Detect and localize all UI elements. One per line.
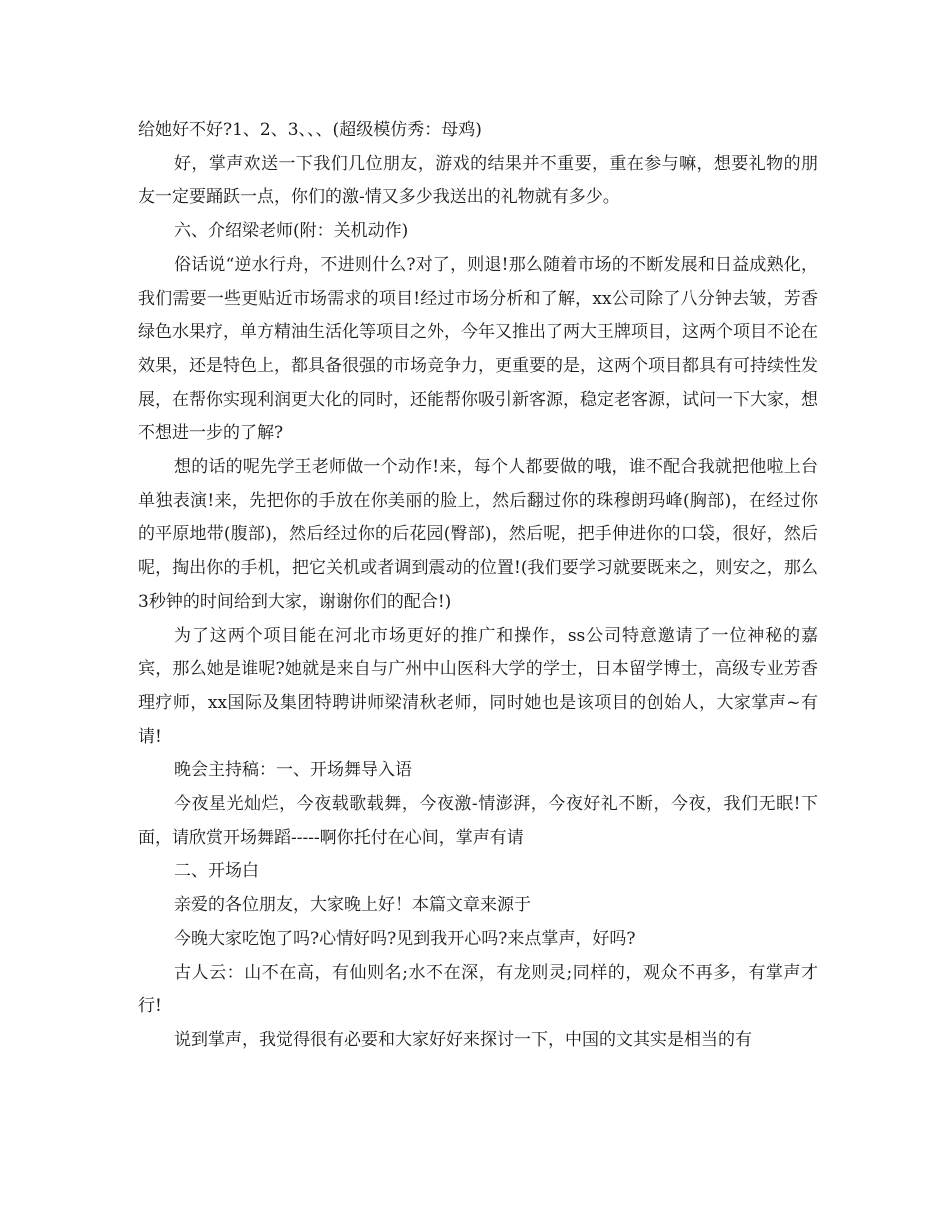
paragraph: 好，掌声欢送一下我们几位朋友，游戏的结果并不重要，重在参与嘛，想要礼物的朋友一定要踊跃一点，你们的激-情又多少我送出的礼物就有多少。 xyxy=(138,153,818,208)
paragraph: 今夜星光灿烂，今夜载歌载舞，今夜激-情澎湃，今夜好礼不断，今夜，我们无眠!下面，请欣赏开场舞蹈-----啊你托付在心间，掌声有请 xyxy=(138,794,818,848)
paragraph: 今晚大家吃饱了吗?心情好吗?见到我开心吗?来点掌声，好吗? xyxy=(174,928,636,949)
paragraph: 俗话说“逆水行舟，不进则什么?对了，则退!那么随着市场的不断发展和日益成熟化，我们需要一些更贴近市场需求的项目!经过市场分析和了解，xx公司除了八分钟去皱，芳香绿色水果疗，单方精油生活化等项目之外，今年又推出了两大王牌项目，这两个项目不论在效果，还是特色上，都具备很强的市场竞争力，更重要的是，这两个项目都具有可持续性发展，在帮你实现利润更大化的同时，还能帮你吸引新客源，稳定老客源，试问一下大家，想不想进一步的了解? xyxy=(138,254,818,444)
section-heading: 晚会主持稿：一、开场舞导入语 xyxy=(174,760,412,781)
section-heading: 六、介绍梁老师(附：关机动作) xyxy=(174,221,409,242)
paragraph: 亲爱的各位朋友，大家晚上好！本篇文章来源于 xyxy=(174,895,531,916)
section-heading: 二、开场白 xyxy=(174,861,259,882)
paragraph: 古人云：山不在高，有仙则名;水不在深，有龙则灵;同样的，观众不再多，有掌声才行! xyxy=(138,962,818,1017)
paragraph: 说到掌声，我觉得很有必要和大家好好来探讨一下，中国的文其实是相当的有 xyxy=(174,1029,752,1050)
paragraph: 给她好不好?1、2、3、、、(超级模仿秀：母鸡) xyxy=(138,120,482,140)
paragraph: 为了这两个项目能在河北市场更好的推广和操作，ss公司特意邀请了一位神秘的嘉宾，那么她是谁呢?她就是来自与广州中山医科大学的学士，日本留学博士，高级专业芳香理疗师，xx国际及集团特聘讲师梁清秋老师，同时她也是该项目的创始人，大家掌声~有请! xyxy=(138,625,818,747)
document-body xyxy=(138,114,818,1058)
paragraph: 想的话的呢先学王老师做一个动作!来，每个人都要做的哦，谁不配合我就把他啦上台单独表演!来，先把你的手放在你美丽的脸上，然后翻过你的珠穆朗玛峰(胸部)，在经过你的平原地带(腹部)，然后经过你的后花园(臀部)，然后呢，把手伸进你的口袋，很好，然后呢，掏出你的手机，把它关机或者调到震动的位置!(我们要学习就要既来之，则安之，那么3秒钟的时间给到大家，谢谢你们的配合!) xyxy=(138,457,818,612)
